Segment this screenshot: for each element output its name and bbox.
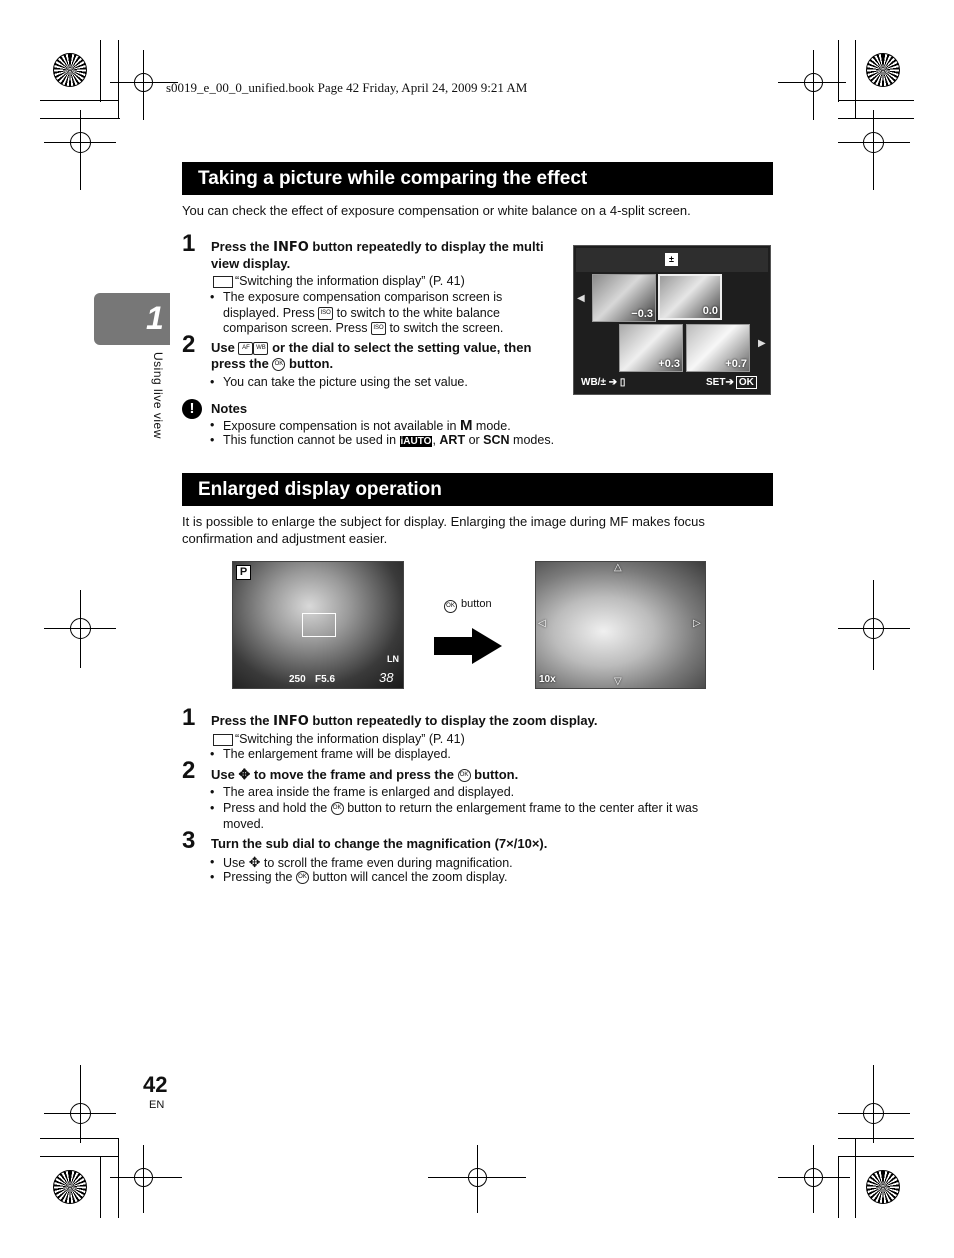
live-view-screenshot [232,561,404,689]
list-item: • Exposure compensation is not available in M mode. [210,417,511,434]
list-item: • The enlargement frame will be displayed. [210,747,451,761]
ok-button-icon: OK [458,769,471,782]
step1-text: Press the INFO button repeatedly to display the zoom display. [211,713,598,729]
exposure-compensation-icon: ± [665,253,678,266]
shots-remaining: 38 [379,670,394,685]
preview-thumbnail: +0.3 [619,324,683,372]
step2-text: Use AF WB or the dial to select the setting value, then press the OK button. [211,340,532,371]
arrow-pad-icon: ✥ [238,766,251,782]
step1-text: Press the INFO button repeatedly to display the multi view display. [211,239,544,271]
quality-indicator: LN [387,654,399,664]
arrow-pad-icon: ✥ [248,854,261,870]
language-code: EN [149,1099,165,1111]
left-arrow-icon: ◁ [538,618,546,629]
right-arrow-icon: ▶ [758,338,766,349]
warning-icon: ! [182,399,202,419]
reference-icon [213,276,233,288]
zoom-level: 10x [539,674,556,685]
list-item: • You can take the picture using the set value. [210,375,468,389]
step3-text: Turn the sub dial to change the magnification (7×/10×). [211,836,548,851]
list-item: • Pressing the OK button will cancel the zoom display. [210,870,508,884]
ok-button-icon: OK [444,598,457,616]
right-arrow-icon [472,628,502,664]
preview-thumbnail: −0.3 [592,274,656,322]
step-number: 1 [182,230,196,257]
section-heading-compare: Taking a picture while comparing the effect [182,162,773,195]
list-item: • Press and hold the OK button to return the enlargement frame to the center after it was moved. [210,801,699,831]
wb-label: WB/± ➔ ▯ [581,377,626,388]
arrow-label: button [461,598,492,610]
ok-button-icon: OK [296,871,309,884]
section2-intro-line1: It is possible to enlarge the subject for display. Enlarging the image during MF makes focus [182,514,705,529]
aperture-value: F5.6 [315,674,336,685]
up-arrow-icon: △ [614,562,622,573]
preview-thumbnail: +0.7 [686,324,750,372]
section2-intro-line2: confirmation and adjustment easier. [182,531,388,546]
set-label: SET➔ OK [706,377,757,388]
step-number: 2 [182,757,196,784]
step1-reference: “Switching the information display” (P. 41) [213,732,465,747]
section-heading-enlarge: Enlarged display operation [182,473,773,506]
step-number: 1 [182,704,196,731]
step-number: 2 [182,331,196,358]
step1-reference: “Switching the information display” (P. 41) [213,274,465,289]
reference-icon [213,734,233,746]
chapter-title: Using live view [151,352,165,439]
wb-button-icon: WB [253,342,268,355]
chapter-number: 1 [146,300,164,336]
af-button-icon: AF [238,342,253,355]
left-arrow-icon: ◀ [577,293,585,304]
step-number: 3 [182,827,196,854]
print-header: s0019_e_00_0_unified.book Page 42 Friday, April 24, 2009 9:21 AM [166,80,528,95]
multi-view-screenshot [573,245,771,395]
list-item: • Use ✥ to scroll the frame even during magnification. [210,854,513,870]
list-item: • The exposure compensation comparison screen is displayed. Press ISO to switch to the white balance comparison screen. Press ISO to switch the screen. [210,290,504,335]
ok-button-icon: OK [272,358,285,371]
zoomed-view-screenshot [535,561,706,689]
preview-thumbnail: 0.0 [658,274,722,320]
right-arrow-icon: ▷ [693,618,701,629]
iso-wb-button-icon: ISO [371,322,386,335]
page-number: 42 [143,1072,168,1097]
notes-heading: Notes [211,401,248,416]
list-item: • The area inside the frame is enlarged and displayed. [210,785,515,799]
iso-wb-button-icon: ISO [318,307,333,320]
step2-text: Use ✥ to move the frame and press the OK button. [211,766,519,782]
section1-intro: You can check the effect of exposure compensation or white balance on a 4-split screen. [182,203,691,218]
list-item: • This function cannot be used in iAUTO, ART or SCN modes. [210,433,555,447]
ok-button-icon: OK [331,802,344,815]
down-arrow-icon: ▽ [614,676,622,687]
shutter-speed: 250 [289,674,306,685]
arrow-shaft [434,637,474,655]
mode-indicator: P [236,565,251,580]
enlargement-frame [302,613,336,637]
